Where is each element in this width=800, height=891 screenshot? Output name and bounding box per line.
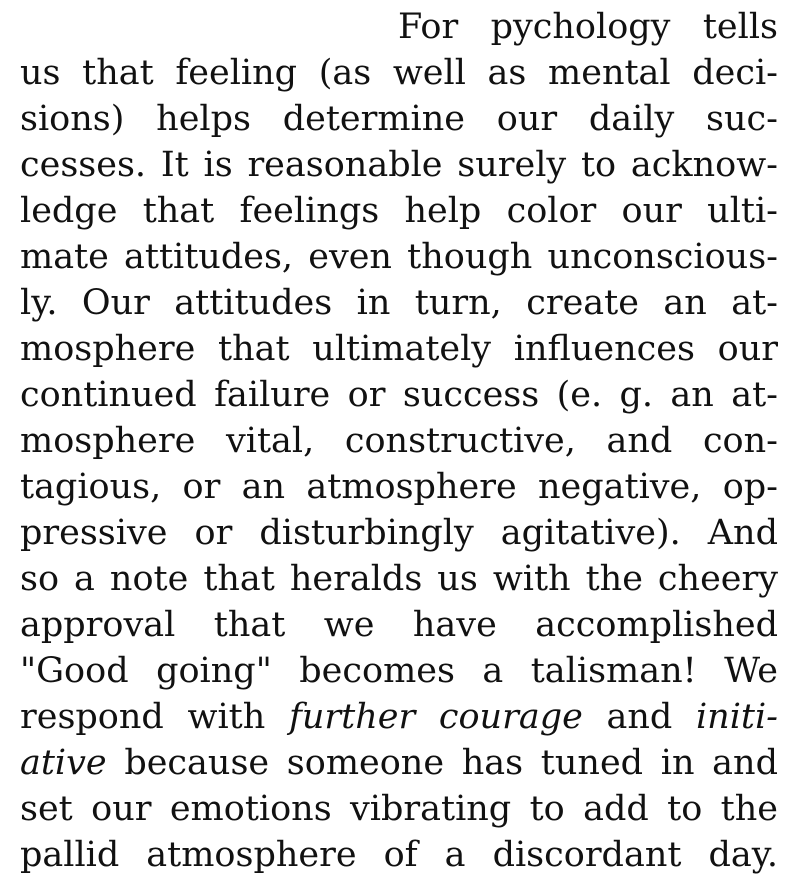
text-line: approval that we have accomplished <box>20 605 778 645</box>
text-line: mosphere vital, constructive, and con- <box>20 421 778 461</box>
text-line: cesses. It is reasonable surely to acknow- <box>20 145 778 185</box>
text-line: us that feeling (as well as mental deci- <box>20 53 778 93</box>
text-line: tagious, or an atmosphere negative, op- <box>20 467 778 507</box>
italic-phrase: ative <box>20 743 107 783</box>
text-line: so a note that heralds us with the cheery <box>20 559 778 599</box>
text-line: continued failure or success (e. g. an at- <box>20 375 778 415</box>
text-line: mosphere that ultimately influences our <box>20 329 778 369</box>
italic-phrase: further courage <box>288 697 583 737</box>
text-line: ledge that feelings help color our ulti- <box>20 191 778 231</box>
text-segment: respond with <box>20 697 289 737</box>
document-page <box>20 0 778 891</box>
text-line: For pychology tells <box>398 7 778 47</box>
text-line: mate attitudes, even though unconscious- <box>20 237 778 277</box>
text-line: set our emotions vibrating to add to the <box>20 789 778 829</box>
text-line: pallid atmosphere of a discordant day. <box>20 835 778 875</box>
text-segment: because someone has tuned in and <box>106 743 778 783</box>
text-segment: and <box>582 697 696 737</box>
text-line: sions) helps determine our daily suc- <box>20 99 778 139</box>
italic-phrase: initi- <box>695 697 778 737</box>
text-line: ly. Our attitudes in turn, create an at- <box>20 283 778 323</box>
text-line: "Good going" becomes a talisman! We <box>20 651 778 691</box>
text-line: pressive or disturbingly agitative). And <box>20 513 778 553</box>
